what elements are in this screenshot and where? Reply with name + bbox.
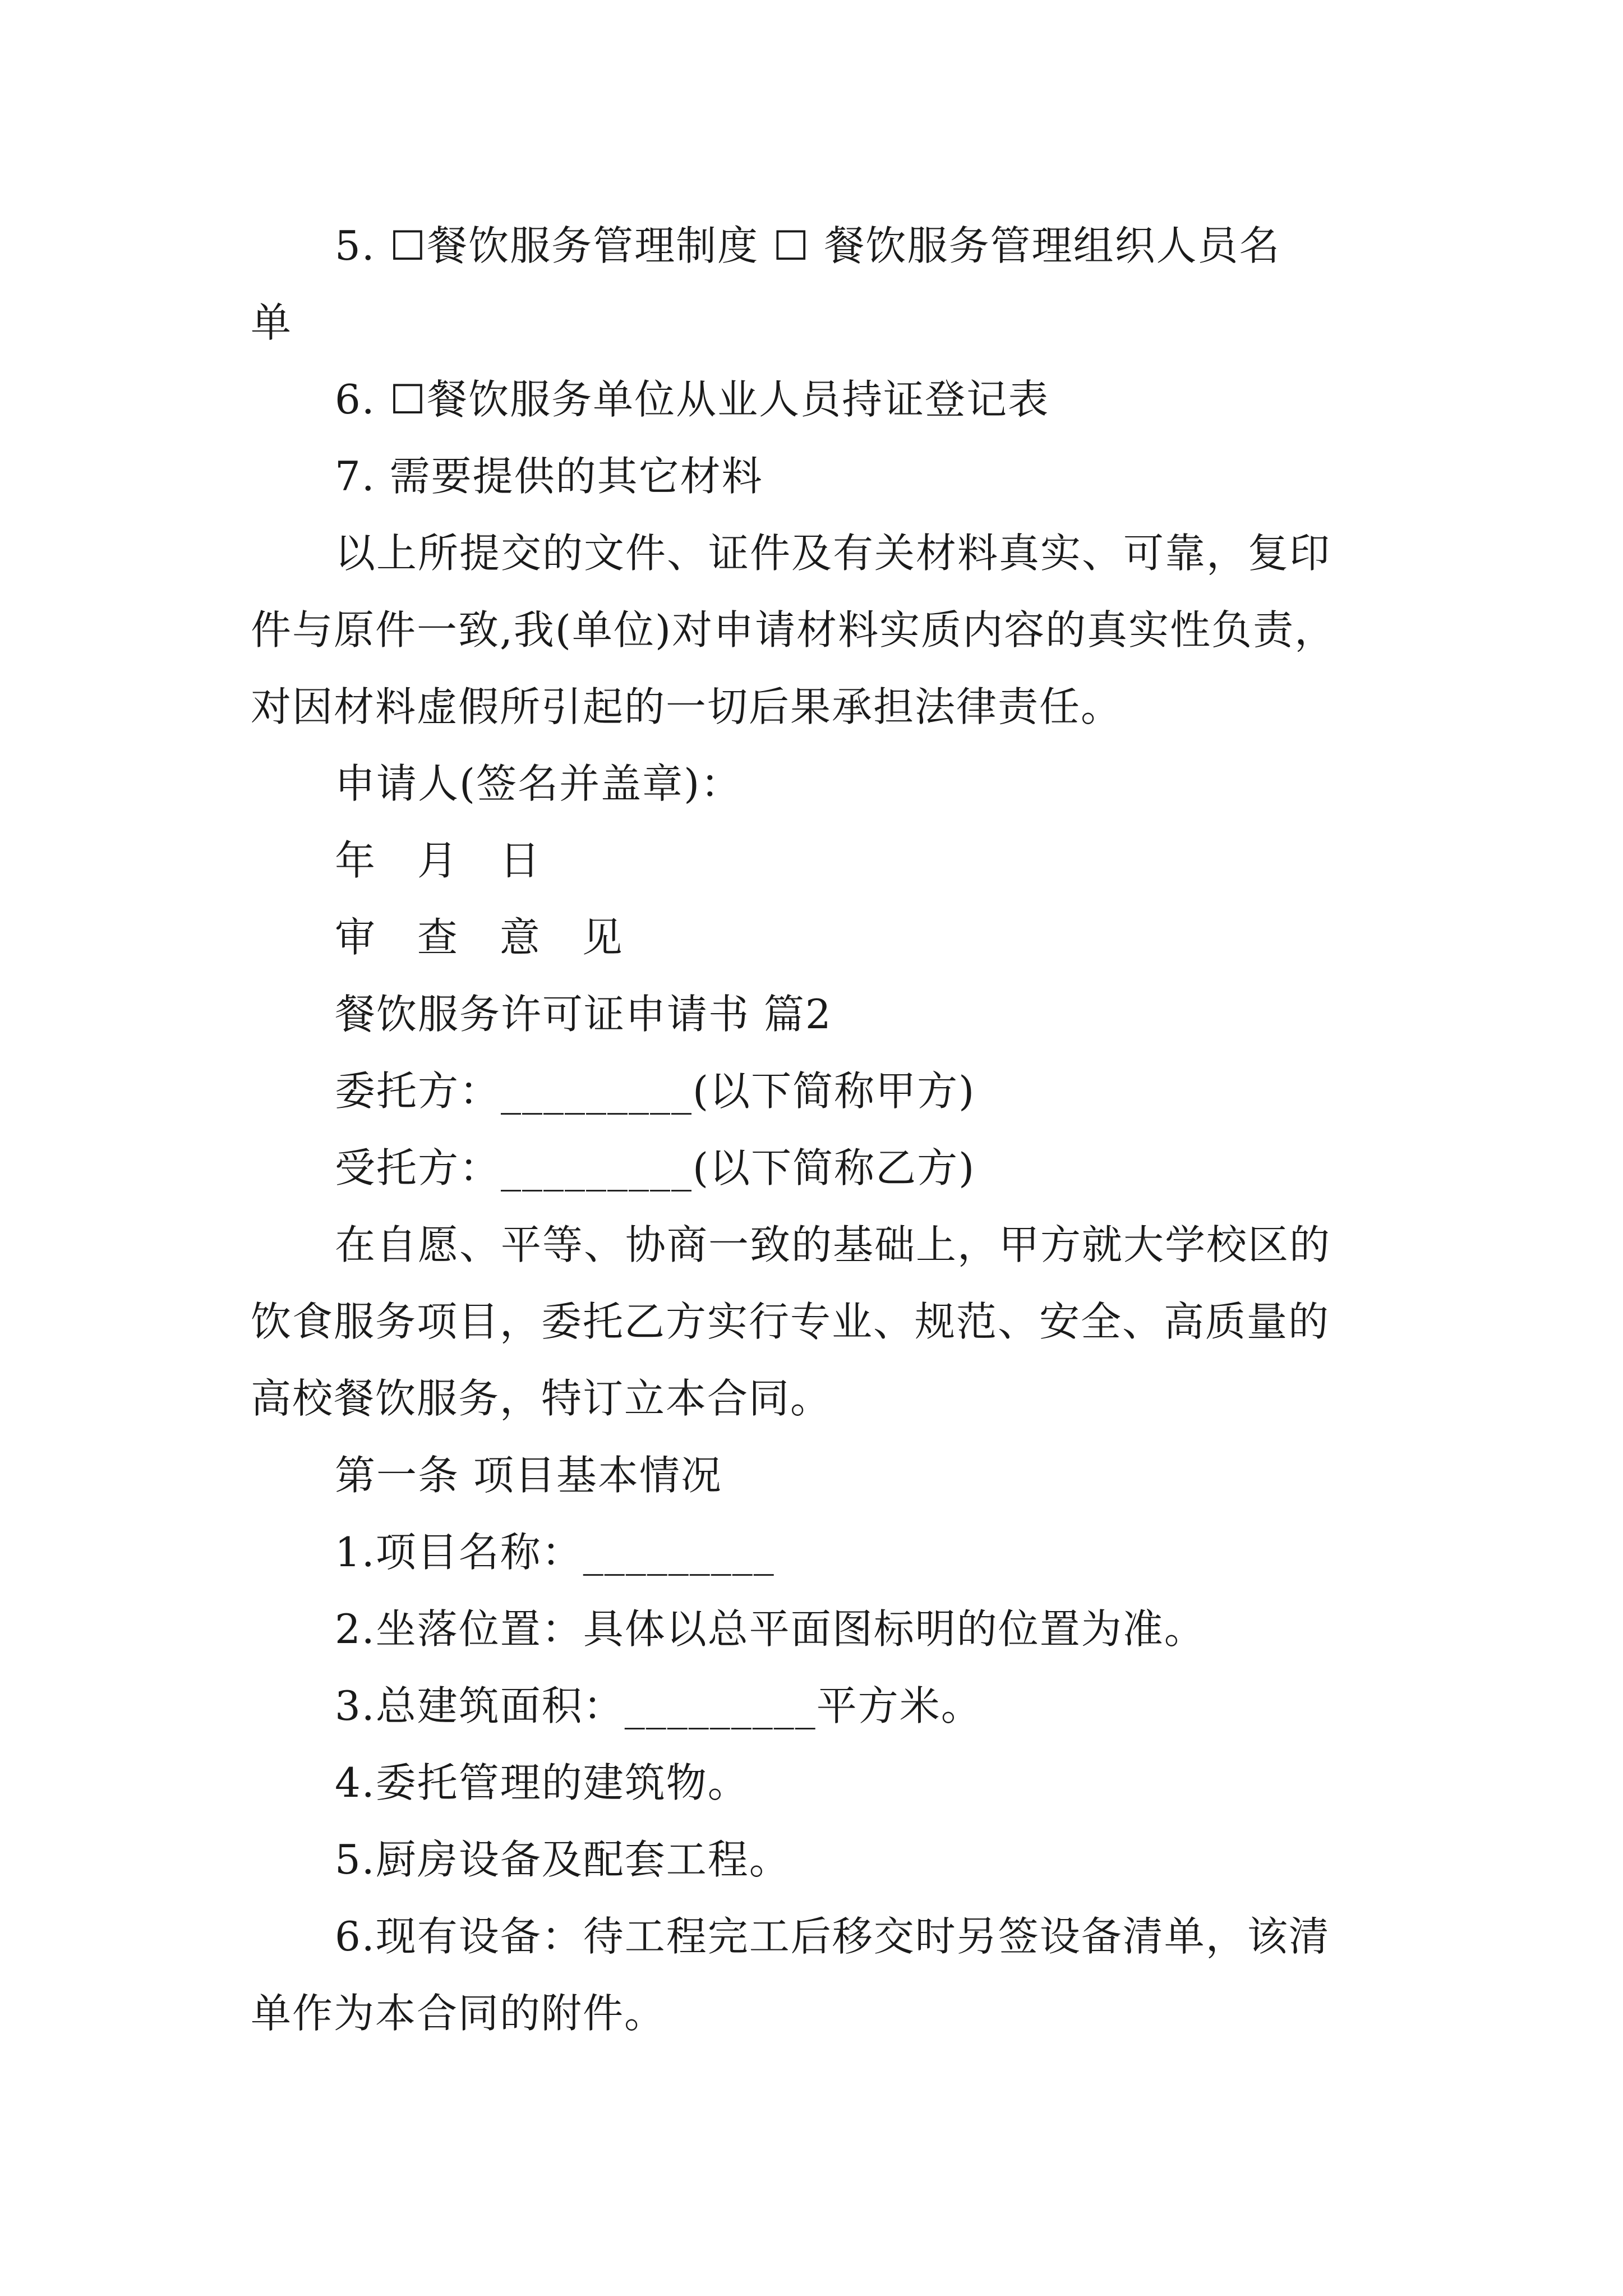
preamble-line-2: 饮食服务项目，委托乙方实行专业、规范、安全、高质量的	[251, 1298, 1330, 1345]
date-line: 年 月 日	[335, 837, 555, 884]
applicant-signature-line: 申请人(签名并盖章)：	[335, 760, 743, 807]
document-body	[251, 208, 1384, 2052]
text-line-item-6: 6. ☐餐饮服务单位从业人员持证登记表	[335, 376, 1050, 423]
section-title-part-2: 餐饮服务许可证申请书 篇2	[335, 991, 832, 1038]
article-1-item-2: 2.坐落位置：具体以总平面图标明的位置为准。	[335, 1605, 1206, 1653]
text-line-item-5-cont: 单	[251, 299, 293, 346]
contractor-party-line: 受托方：_________(以下简称乙方)	[335, 1144, 976, 1191]
article-1-item-6: 6.现有设备：待工程完工后移交时另签设备清单，该清	[335, 1913, 1330, 1960]
client-party-line: 委托方：_________(以下简称甲方)	[335, 1068, 976, 1115]
article-1-heading: 第一条 项目基本情况	[335, 1452, 722, 1499]
preamble-line-3: 高校餐饮服务，特订立本合同。	[251, 1375, 832, 1422]
text-line-item-7: 7. 需要提供的其它材料	[335, 453, 763, 500]
article-1-item-3: 3.总建筑面积：_________平方米。	[335, 1682, 983, 1729]
declaration-paragraph-line-2: 件与原件一致,我(单位)对申请材料实质内容的真实性负责，	[251, 606, 1336, 654]
text-line-item-5: 5. ☐餐饮服务管理制度 ☐ 餐饮服务管理组织人员名	[335, 222, 1281, 269]
review-opinion-heading: 审 查 意 见	[335, 914, 637, 961]
article-1-item-5: 5.厨房设备及配套工程。	[335, 1836, 791, 1883]
declaration-paragraph-line-3: 对因材料虚假所引起的一切后果承担法律责任。	[251, 683, 1123, 730]
article-1-item-6-cont: 单作为本合同的附件。	[251, 1990, 666, 2037]
article-1-item-1: 1.项目名称：_________	[335, 1529, 775, 1576]
preamble-line-1: 在自愿、平等、协商一致的基础上，甲方就大学校区的	[335, 1221, 1331, 1268]
article-1-item-4: 4.委托管理的建筑物。	[335, 1759, 749, 1806]
declaration-paragraph-line-1: 以上所提交的文件、证件及有关材料真实、可靠，复印	[335, 530, 1331, 577]
